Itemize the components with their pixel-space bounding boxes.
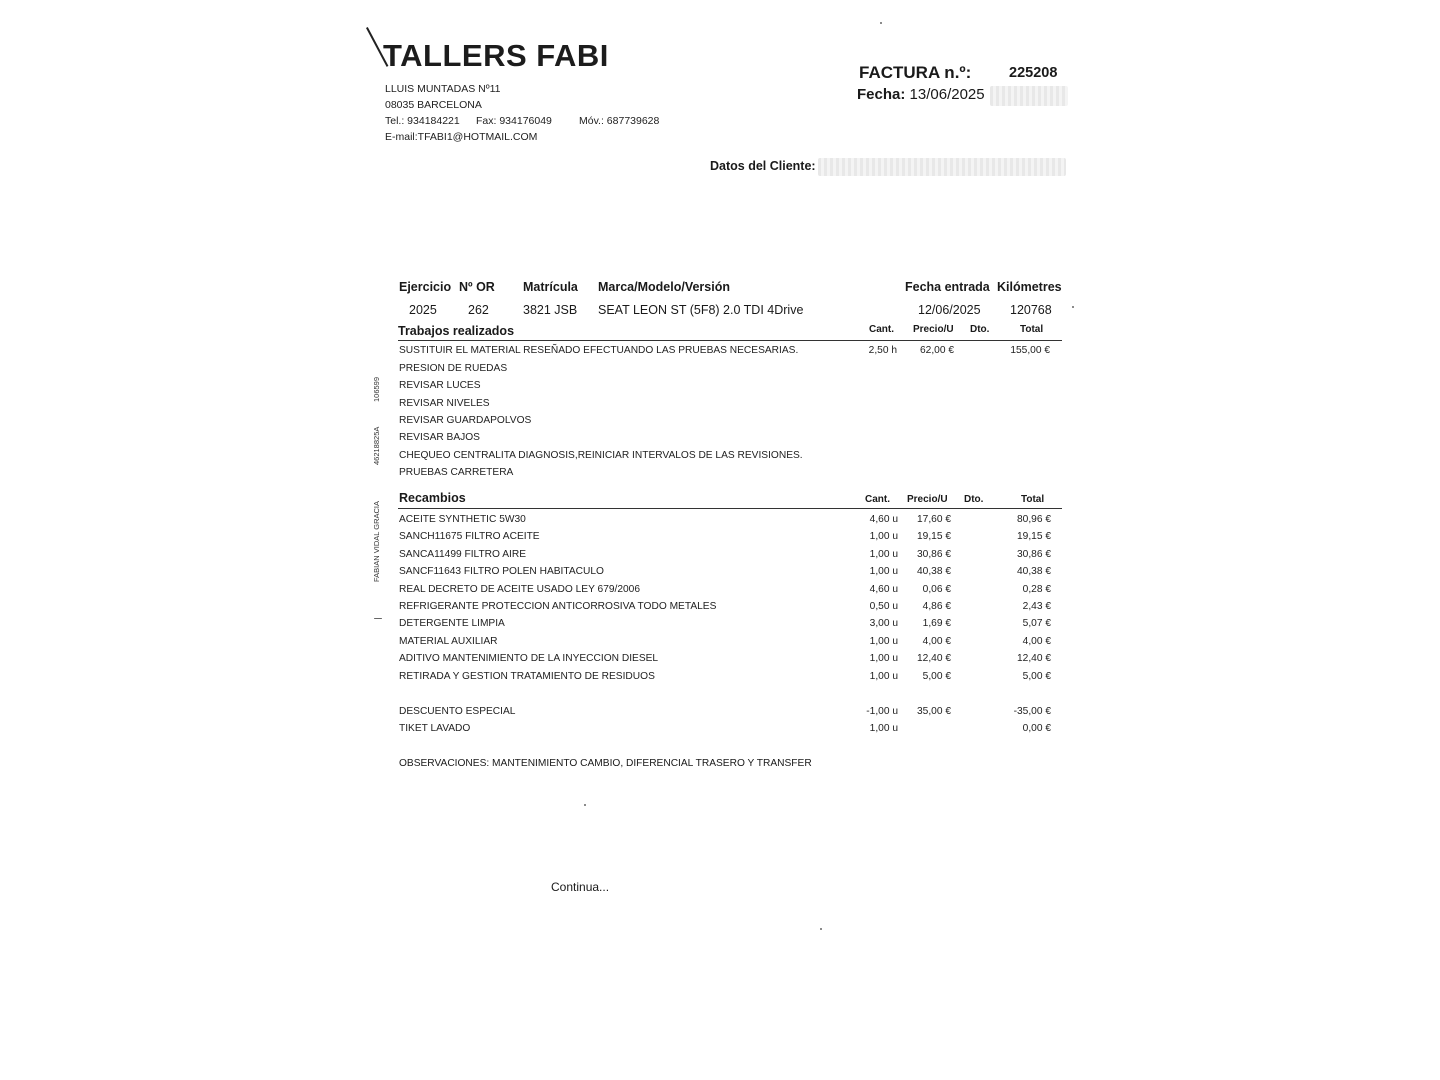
item-qty: 3,00 u (869, 618, 898, 630)
invoice-number: 225208 (1009, 65, 1058, 81)
vehicle-year: 2025 (409, 303, 437, 317)
continued-note: Continua... (551, 880, 610, 894)
item-qty: 1,00 u (869, 653, 898, 665)
vehicle-header-km: Kilómetres (997, 280, 1062, 294)
item-price: 12,40 € (917, 653, 951, 665)
company-name: TALLERS FABI (383, 38, 609, 73)
vehicle-header-model: Marca/Modelo/Versión (598, 280, 730, 294)
item-price: 30,86 € (917, 548, 951, 560)
invoice-date-label: Fecha: (857, 86, 906, 103)
list-item: REVISAR BAJOS (399, 432, 480, 443)
item-qty: 1,00 u (869, 723, 898, 735)
parts-col-price: Precio/U (907, 494, 948, 505)
company-tel: Tel.: 934184221 (385, 115, 460, 127)
company-fax: Fax: 934176049 (476, 115, 552, 127)
works-col-total: Total (1020, 324, 1044, 335)
scan-speck (820, 928, 822, 930)
item-total: -35,00 € (1013, 706, 1051, 717)
scan-speck (1072, 306, 1074, 308)
invoice-date-value: 13/06/2025 (909, 86, 985, 103)
item-price: 40,38 € (917, 566, 951, 578)
item-total: 0,00 € (1022, 723, 1051, 735)
vehicle-model: SEAT LEON ST (5F8) 2.0 TDI 4Drive (598, 303, 804, 317)
item-price: 5,00 € (922, 670, 951, 682)
list-item: CHEQUEO CENTRALITA DIAGNOSIS,REINICIAR INTERVALOS DE LAS REVISIONES. (399, 450, 803, 461)
parts-col-qty: Cant. (865, 494, 890, 505)
client-data-label: Datos del Cliente: (710, 159, 816, 173)
item-total: 4,00 € (1022, 635, 1051, 647)
list-item: DETERGENTE LIMPIA (399, 618, 505, 630)
item-qty: -1,00 u (866, 706, 898, 717)
observations: OBSERVACIONES: MANTENIMIENTO CAMBIO, DIFERENCIAL TRASERO Y TRANSFER (399, 758, 812, 769)
item-qty: 4,60 u (869, 514, 898, 525)
list-item: DESCUENTO ESPECIAL (399, 706, 516, 717)
item-total: 30,86 € (1017, 548, 1051, 560)
vehicle-header-entry-date: Fecha entrada (905, 280, 990, 294)
item-total: 0,28 € (1022, 583, 1051, 595)
company-mobile: Móv.: 687739628 (579, 115, 660, 127)
item-price: 1,69 € (922, 618, 951, 630)
side-name: FABIAN VIDAL GRACIA (372, 501, 381, 582)
vehicle-header-year: Ejercicio (399, 280, 452, 294)
parts-title: Recambios (399, 491, 466, 505)
list-item: REVISAR LUCES (399, 380, 481, 391)
side-nif: 46218825A (372, 426, 381, 465)
item-price: 35,00 € (917, 706, 951, 717)
list-item: PRUEBAS CARRETERA (399, 467, 514, 478)
item-qty: 1,00 u (869, 566, 898, 578)
invoice-number-label: FACTURA n.º: (859, 63, 972, 82)
item-price: 17,60 € (917, 514, 951, 525)
list-item: SANCA11499 FILTRO AIRE (399, 548, 527, 560)
company-address: LLUIS MUNTADAS Nº11 (385, 83, 501, 95)
list-item: PRESION DE RUEDAS (399, 363, 508, 374)
redacted-client (818, 158, 1066, 176)
item-price: 4,86 € (922, 601, 951, 612)
scan-speck (584, 804, 586, 806)
item-total: 40,38 € (1017, 566, 1051, 578)
parts-col-total: Total (1021, 494, 1045, 505)
list-item: SUSTITUIR EL MATERIAL RESEÑADO EFECTUANDO LAS PRUEBAS NECESARIAS. (399, 345, 799, 356)
item-qty: 0,50 u (869, 601, 898, 612)
works-rule (398, 340, 1062, 341)
redacted-area (990, 86, 1068, 106)
item-total: 5,00 € (1022, 670, 1051, 682)
list-item: ACEITE SYNTHETIC 5W30 (399, 514, 526, 525)
list-item: RETIRADA Y GESTION TRATAMIENTO DE RESIDUOS (399, 670, 655, 682)
item-price: 19,15 € (917, 531, 951, 543)
list-item: REFRIGERANTE PROTECCION ANTICORROSIVA TODO METALES (399, 601, 717, 612)
item-total: 12,40 € (1017, 653, 1051, 665)
works-title: Trabajos realizados (398, 324, 515, 338)
side-code: 106599 (372, 376, 381, 402)
works-col-qty: Cant. (869, 324, 894, 335)
vehicle-header-plate: Matrícula (523, 280, 578, 294)
item-total: 5,07 € (1022, 618, 1051, 630)
item-qty: 1,00 u (869, 635, 898, 647)
list-item: TIKET LAVADO (399, 723, 471, 735)
work-qty: 2,50 h (868, 345, 897, 356)
vehicle-entry-date: 12/06/2025 (918, 303, 981, 317)
list-item: MATERIAL AUXILIAR (399, 635, 498, 647)
vehicle-km: 120768 (1010, 303, 1052, 317)
works-col-price: Precio/U (913, 324, 954, 335)
invoice-date (857, 86, 985, 103)
list-item: REVISAR NIVELES (399, 398, 490, 409)
item-qty: 4,60 u (869, 583, 898, 595)
list-item: SANCF11643 FILTRO POLEN HABITACULO (399, 566, 604, 578)
list-item: REAL DECRETO DE ACEITE USADO LEY 679/2006 (399, 583, 641, 595)
item-qty: 1,00 u (869, 531, 898, 543)
parts-rule (398, 508, 1062, 509)
vehicle-header-or: Nº OR (459, 280, 495, 294)
works-col-discount: Dto. (970, 324, 990, 335)
list-item: ADITIVO MANTENIMIENTO DE LA INYECCION DIESEL (399, 653, 659, 665)
company-city: 08035 BARCELONA (385, 99, 482, 111)
item-qty: 1,00 u (869, 548, 898, 560)
list-item: REVISAR GUARDAPOLVOS (399, 415, 532, 426)
item-price: 4,00 € (922, 635, 951, 647)
vehicle-plate: 3821 JSB (523, 303, 578, 317)
scan-speck (880, 22, 882, 24)
list-item: SANCH11675 FILTRO ACEITE (399, 531, 540, 543)
work-total: 155,00 € (1010, 345, 1050, 356)
scan-speck (374, 618, 382, 619)
vehicle-or: 262 (468, 303, 489, 317)
parts-col-discount: Dto. (964, 494, 984, 505)
company-email: E-mail:TFABI1@HOTMAIL.COM (385, 131, 538, 143)
item-qty: 1,00 u (869, 670, 898, 682)
item-price: 0,06 € (922, 583, 951, 595)
work-price: 62,00 € (920, 345, 954, 356)
item-total: 2,43 € (1022, 601, 1051, 612)
item-total: 80,96 € (1017, 514, 1051, 525)
item-total: 19,15 € (1017, 531, 1051, 543)
